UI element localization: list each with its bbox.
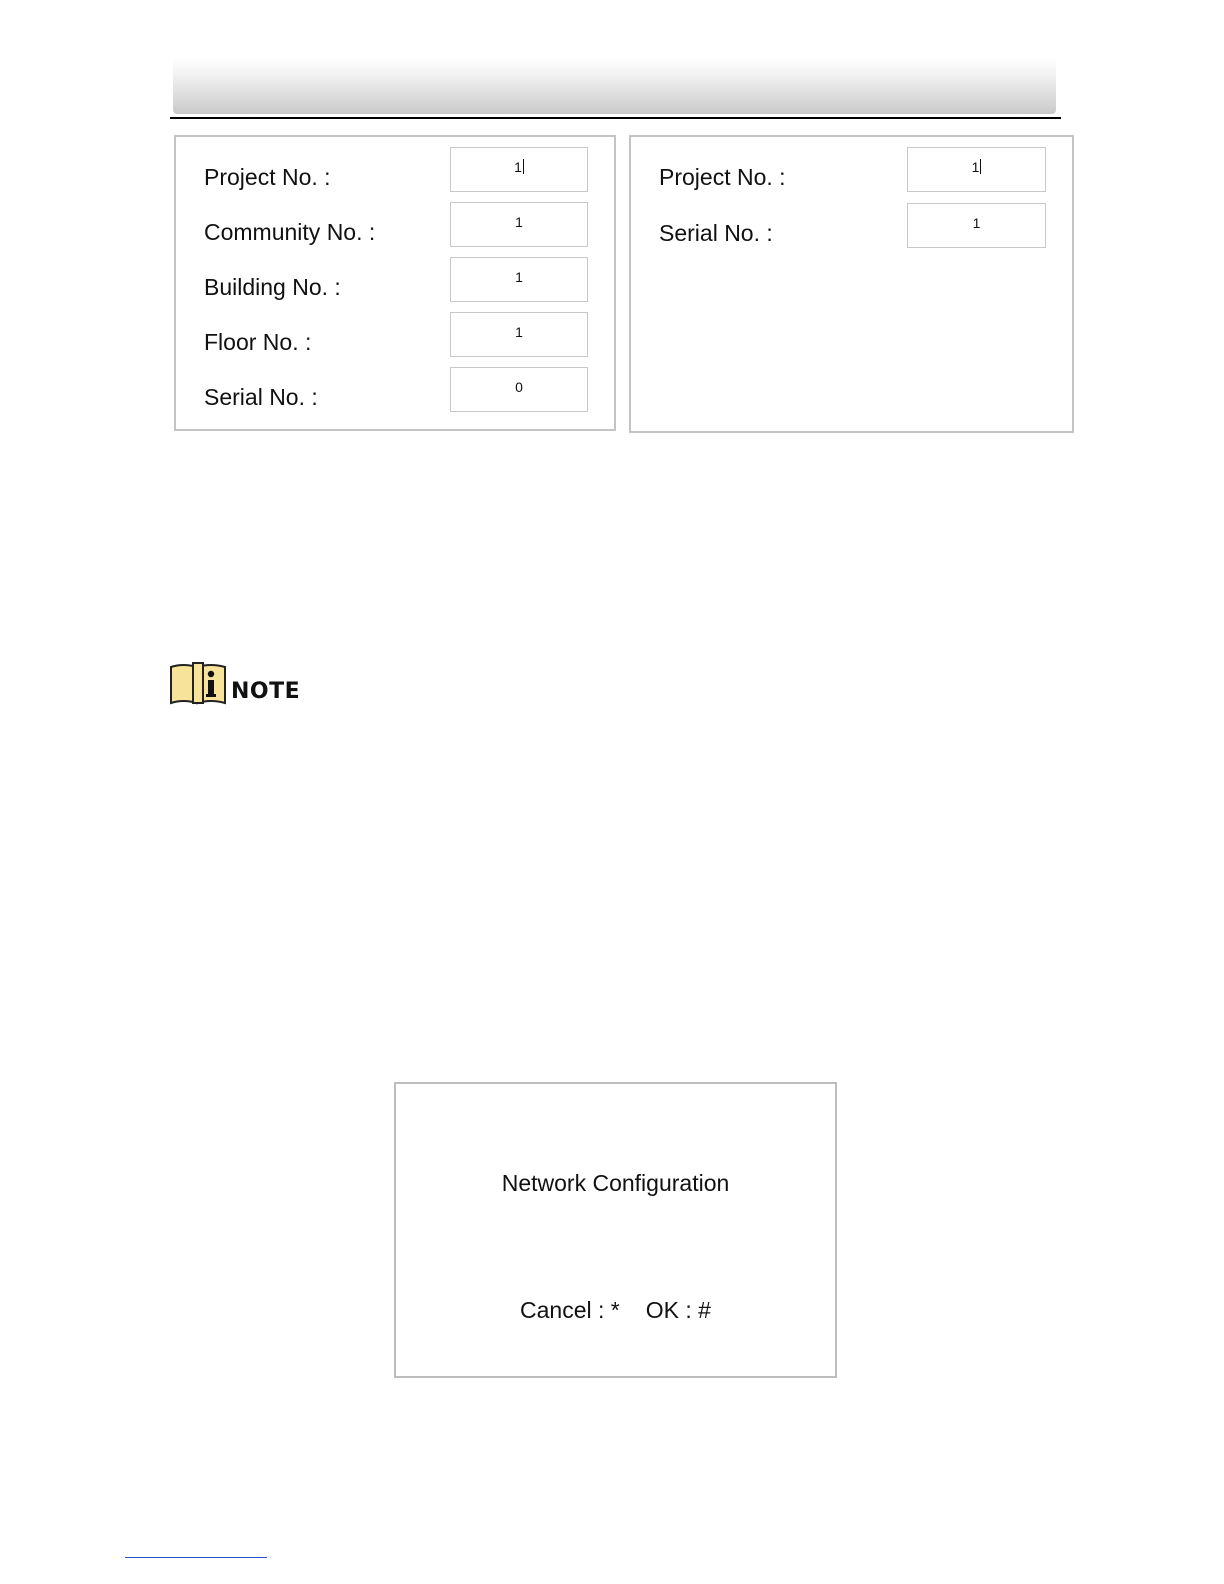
- footer-link-underline: [125, 1557, 267, 1558]
- project-no-label: Project No. :: [659, 164, 786, 190]
- cancel-hint[interactable]: Cancel : *: [520, 1297, 620, 1323]
- floor-no-label: Floor No. :: [204, 329, 312, 355]
- header-rule: [170, 117, 1061, 119]
- dialog-title: Network Configuration: [501, 1170, 730, 1196]
- serial-no-label: Serial No. :: [204, 384, 318, 410]
- community-no-input[interactable]: 1: [450, 202, 588, 247]
- ok-hint[interactable]: OK : #: [645, 1297, 711, 1323]
- building-no-label: Building No. :: [204, 274, 341, 300]
- left-settings-panel: [174, 135, 616, 431]
- serial-no-input[interactable]: 0: [450, 367, 588, 412]
- project-no-label: Project No. :: [204, 164, 331, 190]
- community-no-label: Community No. :: [204, 219, 376, 245]
- dialog-actions: [396, 1297, 835, 1324]
- text-caret: [523, 159, 524, 174]
- network-configuration-dialog: [394, 1082, 837, 1378]
- note-label: NOTE: [231, 679, 301, 704]
- serial-no-label: Serial No. :: [659, 220, 773, 246]
- header-bar: [173, 58, 1056, 114]
- project-no-input[interactable]: 1: [450, 147, 588, 192]
- serial-no-input[interactable]: 1: [907, 203, 1046, 248]
- text-caret: [980, 159, 981, 174]
- info-book-icon: [169, 661, 227, 710]
- building-no-input[interactable]: 1: [450, 257, 588, 302]
- right-settings-panel: [629, 135, 1074, 433]
- project-no-input[interactable]: 1: [907, 147, 1046, 192]
- floor-no-input[interactable]: 1: [450, 312, 588, 357]
